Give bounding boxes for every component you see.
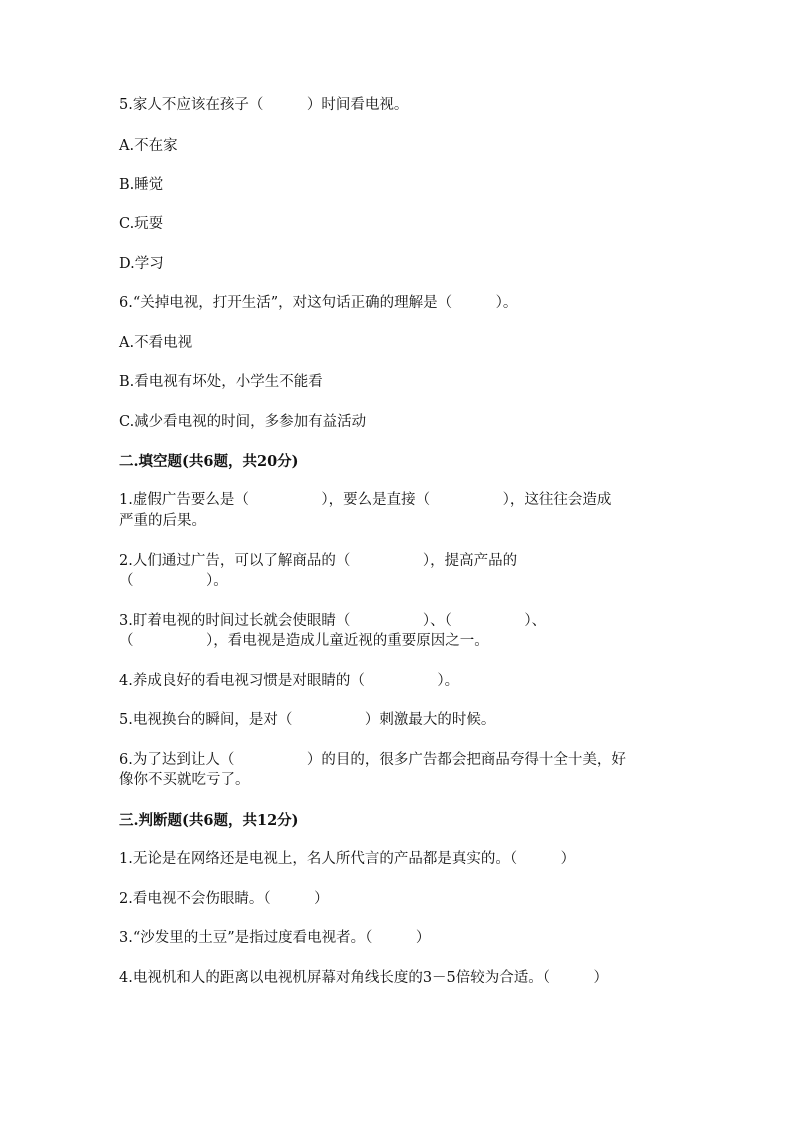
question-6-option-c: C.减少看电视的时间，多参加有益活动 [119, 414, 367, 430]
fill-question-6-line-1: 6.为了达到让人（ ）的目的，很多广告都会把商品夸得十全十美，好 [119, 752, 626, 768]
question-6-option-a: A.不看电视 [119, 335, 193, 351]
question-6-stem: 6.“关掉电视，打开生活”，对这句话正确的理解是（ ）。 [119, 295, 518, 311]
judge-question-4: 4.电视机和人的距离以电视机屏幕对角线长度的3－5倍较为合适。（ ） [119, 970, 609, 986]
fill-question-3-line-1: 3.盯着电视的时间过长就会使眼睛（ ）、（ ）、 [119, 613, 547, 629]
fill-question-4: 4.养成良好的看电视习惯是对眼睛的（ ）。 [119, 673, 460, 689]
judge-question-3: 3.“沙发里的土豆”是指过度看电视者。（ ） [119, 930, 431, 946]
question-5-option-a: A.不在家 [119, 138, 178, 154]
fill-question-6-line-2: 像你不买就吃亏了。 [119, 772, 250, 788]
fill-question-1-line-1: 1.虚假广告要么是（ ），要么是直接（ ），这往往会造成 [119, 492, 612, 508]
judge-question-1: 1.无论是在网络还是电视上，名人所代言的产品都是真实的。（ ） [119, 851, 576, 867]
question-5-stem: 5.家人不应该在孩子（ ）时间看电视。 [119, 97, 409, 113]
question-5-option-b: B.睡觉 [119, 177, 164, 193]
section-3-title: 三.判断题(共6题，共12分) [119, 812, 299, 829]
section-2-title: 二.填空题(共6题，共20分) [119, 453, 299, 470]
question-6-option-b: B.看电视有坏处，小学生不能看 [119, 374, 323, 390]
fill-question-3-line-2: （ ），看电视是造成儿童近视的重要原因之一。 [119, 633, 489, 649]
fill-question-1-line-2: 严重的后果。 [119, 513, 206, 529]
question-5-option-c: C.玩耍 [119, 216, 164, 232]
fill-question-2-line-2: （ ）。 [119, 573, 228, 589]
judge-question-2: 2.看电视不会伤眼睛。（ ） [119, 891, 329, 907]
fill-question-5: 5.电视换台的瞬间，是对（ ）刺激最大的时候。 [119, 712, 496, 728]
question-5-option-d: D.学习 [119, 256, 164, 272]
fill-question-2-line-1: 2.人们通过广告，可以了解商品的（ ），提高产品的 [119, 553, 518, 569]
